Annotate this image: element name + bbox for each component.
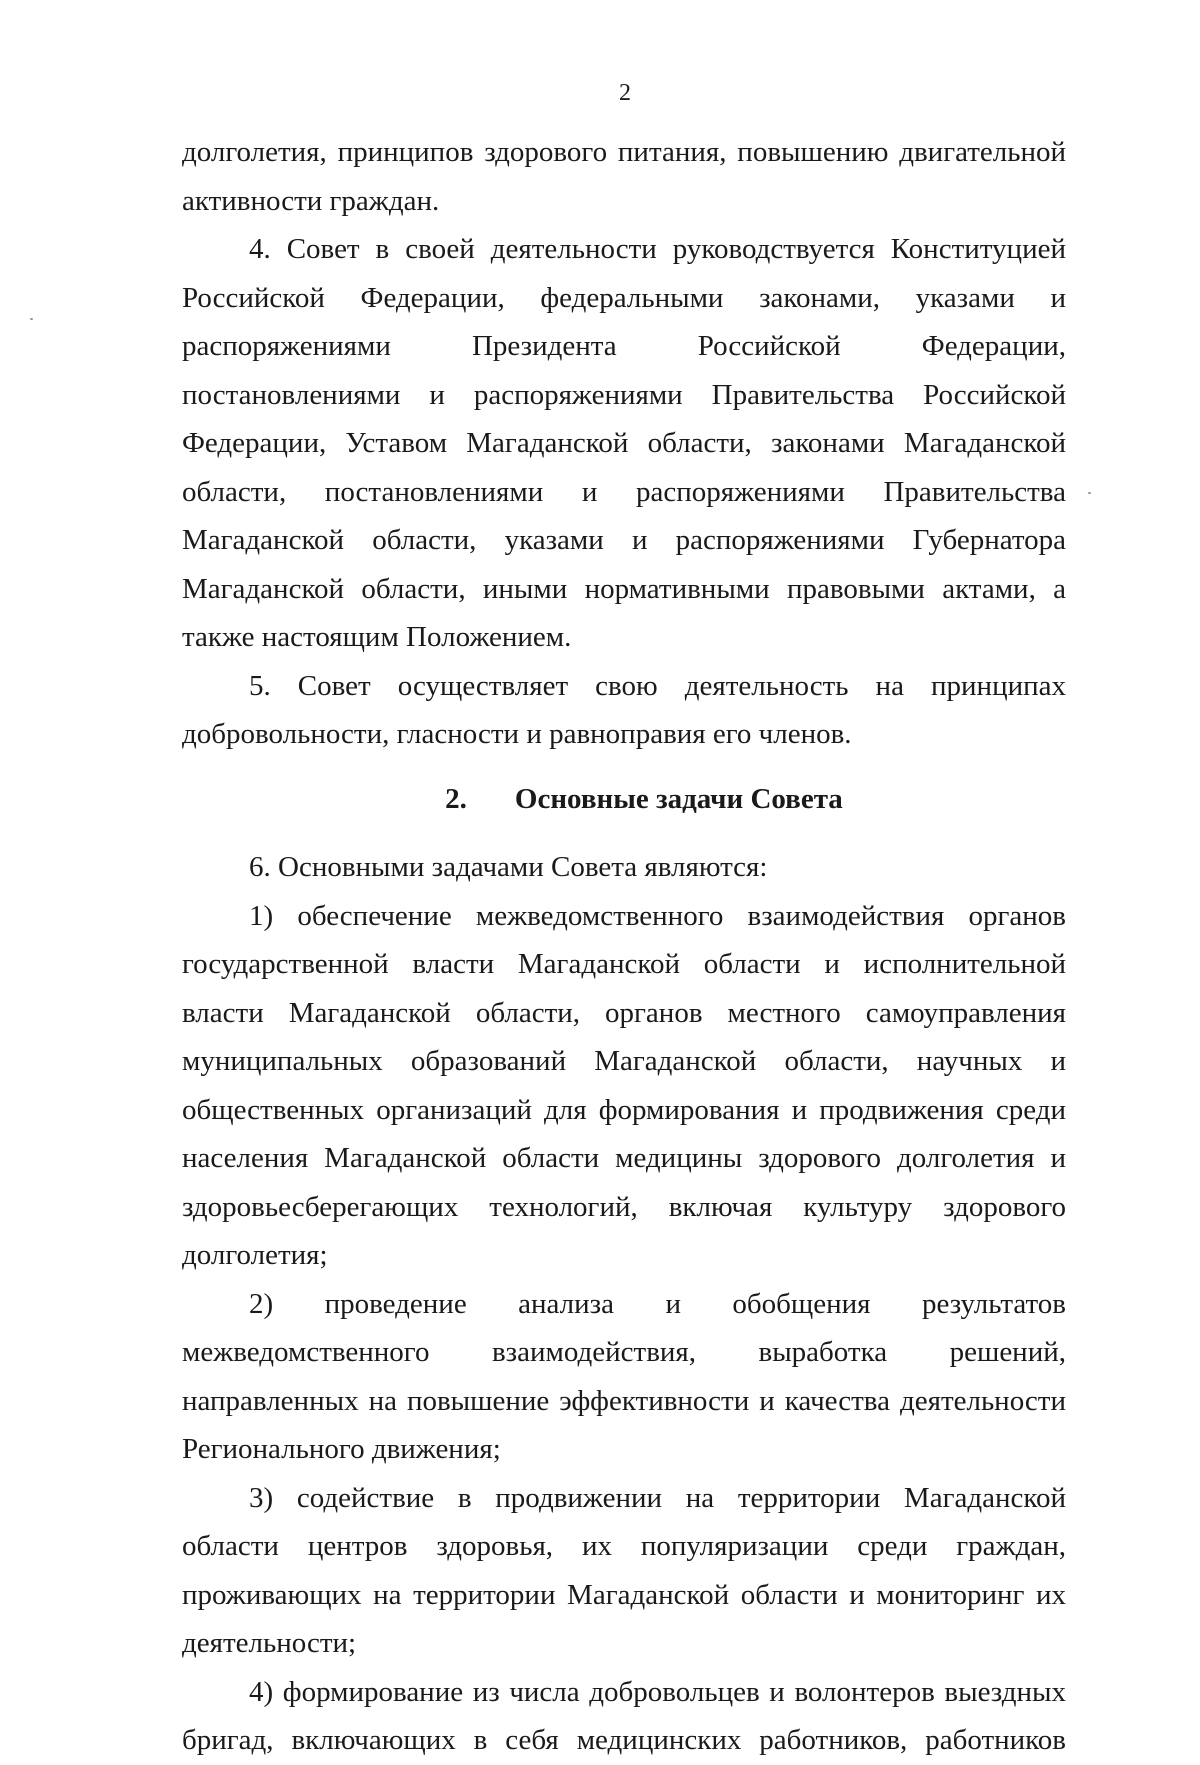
scan-speck [30, 318, 33, 320]
paragraph-continuation: долголетия, принципов здорового питания, повышению двигательной активности граждан. [182, 136, 1066, 217]
list-item-2: 2) проведение анализа и обобщения результатов межведомственного взаимодействия, выработка решений, направленных на повышение эффективности и качества деятельности Регионального движения; [182, 1287, 1066, 1465]
list-item-4: 4) формирование из числа добровольцев и волонтеров выездных бригад, включающих в себя медицинских работников, работников [182, 1675, 1066, 1756]
list-item-3: 3) содействие в продвижении на территории Магаданской области центров здоровья, их популяризации среди граждан, проживающих на территории Магаданской области и мониторинг их деятельности; [182, 1481, 1066, 1659]
page-number: 2 [619, 80, 631, 106]
paragraph-item-6: 6. Основными задачами Совета являются: [249, 851, 768, 883]
section-title: Основные задачи Совета [514, 782, 843, 815]
scan-speck [1088, 492, 1091, 494]
document-body [182, 128, 1066, 1765]
list-item-1: 1) обеспечение межведомственного взаимодействия органов государственной власти Магаданской области и исполнительной власти Магаданской области, органов местного самоуправления муниципальных образований Магаданской области, научных и общественных организаций для формирования и продвижения среди населения Магаданской области медицины здорового долголетия и здоровьесберегающих технологий, включая культуру здорового долголетия; [182, 899, 1066, 1271]
section-heading [182, 775, 1066, 824]
paragraph-item-4: 4. Совет в своей деятельности руководствуется Конституцией Российской Федерации, федеральными законами, указами и распоряжениями Президента Российской Федерации, постановлениями и распоряжениями Правительства Российской Федерации, Уставом Магаданской области, законами Магаданской области, постановлениями и распоряжениями Правительства Магаданской области, указами и распоряжениями Губернатора Магаданской области, иными нормативными правовыми актами, а также настоящим Положением. [182, 233, 1066, 653]
section-number: 2. [445, 782, 467, 815]
paragraph-item-5: 5. Совет осуществляет свою деятельность на принципах добровольности, гласности и равноправия его членов. [182, 669, 1066, 750]
